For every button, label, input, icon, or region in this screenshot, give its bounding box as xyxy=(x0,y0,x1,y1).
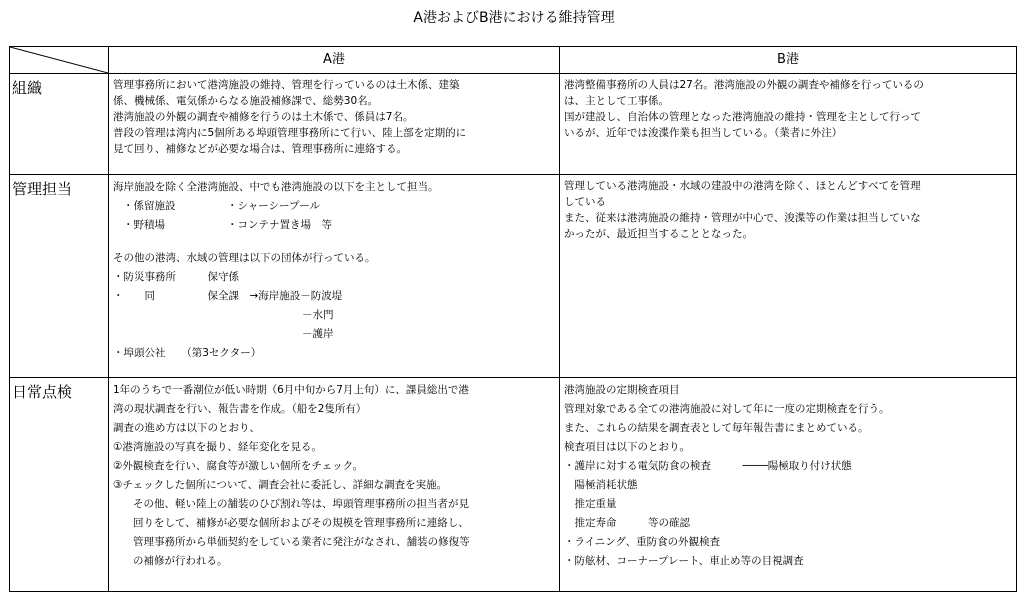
org-line: ・防災事務所 保守係 xyxy=(113,271,239,283)
text-line: 調査の進め方は以下のとおり、 xyxy=(113,422,260,434)
list-item: ・シャーシープール xyxy=(227,200,321,212)
text-line: 国が建設し、自治体の管理となった港湾施設の維持・管理を主として行って xyxy=(564,111,921,123)
maintenance-table xyxy=(9,46,1017,592)
cell-a-organization xyxy=(109,74,560,175)
text-line: 普段の管理は湾内に5個所ある埠頭管理事務所にて行い、陸上部を定期的に xyxy=(113,127,467,139)
facility-list-row xyxy=(113,216,555,235)
diagonal-line xyxy=(10,47,108,73)
cell-a-inspection xyxy=(109,378,560,592)
text-line: 推定重量 xyxy=(564,498,617,510)
org-line: ・埠頭公社 （第3セクター） xyxy=(113,347,262,359)
text-line: 検査項目は以下のとおり。 xyxy=(564,441,690,453)
cell-a-management xyxy=(109,175,560,378)
row-management xyxy=(10,175,1017,378)
text-line: 管理している港湾施設・水域の建設中の港湾を除く、ほとんどすべてを管理 xyxy=(564,180,921,192)
column-header-b: B港 xyxy=(560,47,1017,74)
text-line: いるが、近年では浚渫作業も担当している。（業者に外注） xyxy=(564,127,843,139)
page-title: A港およびB港における維持管理 xyxy=(413,10,615,26)
list-item: ・コンテナ置き場 等 xyxy=(227,219,332,231)
facility-list-row xyxy=(113,197,555,216)
step-item: ③チェックした個所について、調査会社に委託し、詳細な調査を実施。 xyxy=(113,479,448,491)
column-header-a: A港 xyxy=(109,47,560,74)
text-line: 湾の現状調査を行い、報告書を作成。（船を2隻所有） xyxy=(113,403,367,415)
corner-cell xyxy=(10,47,109,74)
row-daily-inspection xyxy=(10,378,1017,592)
cell-b-organization xyxy=(560,74,1017,175)
text-line: は、主として工事係。 xyxy=(564,95,669,107)
text-line: ・ライニング、重防食の外観検査 xyxy=(564,536,721,548)
row-label-cell xyxy=(10,74,109,175)
text-line: 港湾整備事務所の人員は27名。港湾施設の外観の調査や補修を行っているの xyxy=(564,79,924,91)
org-line: －水門 xyxy=(113,309,334,321)
text-line: 管理事務所において港湾施設の維持、管理を行っているのは土木係、建築 xyxy=(113,79,460,91)
text-line: ・防舷材、コーナープレート、車止め等の目視調査 xyxy=(564,555,804,567)
org-line: ・ 同 保全課 →海岸施設－防波堤 xyxy=(113,290,343,302)
list-item: ・野積場 xyxy=(123,219,165,231)
step-item: ①港湾施設の写真を撮り、経年変化を見る。 xyxy=(113,441,322,453)
note-line: の補修が行われる。 xyxy=(133,555,228,567)
text-line: その他の港湾、水域の管理は以下の団体が行っている。 xyxy=(113,252,376,264)
text-line: また、従来は港湾施設の維持・管理が中心で、浚渫等の作業は担当していな xyxy=(564,212,921,224)
text-line: 管理対象である全ての港湾施設に対して年に一度の定期検査を行う。 xyxy=(564,403,890,415)
text-line: 係、機械係、電気係からなる施設補修課で、総勢30名。 xyxy=(113,95,379,107)
note-line: その他、軽い陸上の舗装のひび割れ等は、埠頭管理事務所の担当者が見 xyxy=(133,498,469,510)
list-item: ・係留施設 xyxy=(123,200,176,212)
row-label-cell xyxy=(10,378,109,592)
note-line: 回りをして、補修が必要な個所およびその規模を管理事務所に連絡し、 xyxy=(133,517,469,529)
text-line: かったが、最近担当することとなった。 xyxy=(564,228,753,240)
text-line: 港湾施設の外観の調査や補修を行うのは土木係で、係員は7名。 xyxy=(113,111,414,123)
cell-b-management xyxy=(560,175,1017,378)
row-label-cell xyxy=(10,175,109,378)
text-line: 推定寿命 等の確認 xyxy=(564,517,690,529)
text-line: また、これらの結果を調査表として毎年報告書にまとめている。 xyxy=(564,422,869,434)
cell-b-inspection xyxy=(560,378,1017,592)
text-line: 港湾施設の定期検査項目 xyxy=(564,384,680,396)
org-line: －護岸 xyxy=(113,328,334,340)
text-line: 海岸施設を除く全港湾施設、中でも港湾施設の以下を主として担当。 xyxy=(113,181,439,193)
text-line: 1年のうちで一番潮位が低い時期（6月中旬から7月上旬）に、課員総出で港 xyxy=(113,384,469,396)
note-line: 管理事務所から単価契約をしている業者に発注がなされ、舗装の修復等 xyxy=(133,536,470,548)
header-row xyxy=(10,47,1017,74)
text-line: ・護岸に対する電気防食の検査 ────陽極取り付け状態 xyxy=(564,460,852,472)
row-label: 管理担当 xyxy=(12,180,73,198)
text-line: 見て回り、補修などが必要な場合は、管理事務所に連絡する。 xyxy=(113,143,407,155)
row-label: 日常点検 xyxy=(12,383,73,401)
text-line: している xyxy=(564,196,606,208)
row-label: 組織 xyxy=(12,79,43,97)
step-item: ②外観検査を行い、腐食等が激しい個所をチェック。 xyxy=(113,460,364,472)
text-line: 陽極消耗状態 xyxy=(564,479,638,491)
row-organization xyxy=(10,74,1017,175)
